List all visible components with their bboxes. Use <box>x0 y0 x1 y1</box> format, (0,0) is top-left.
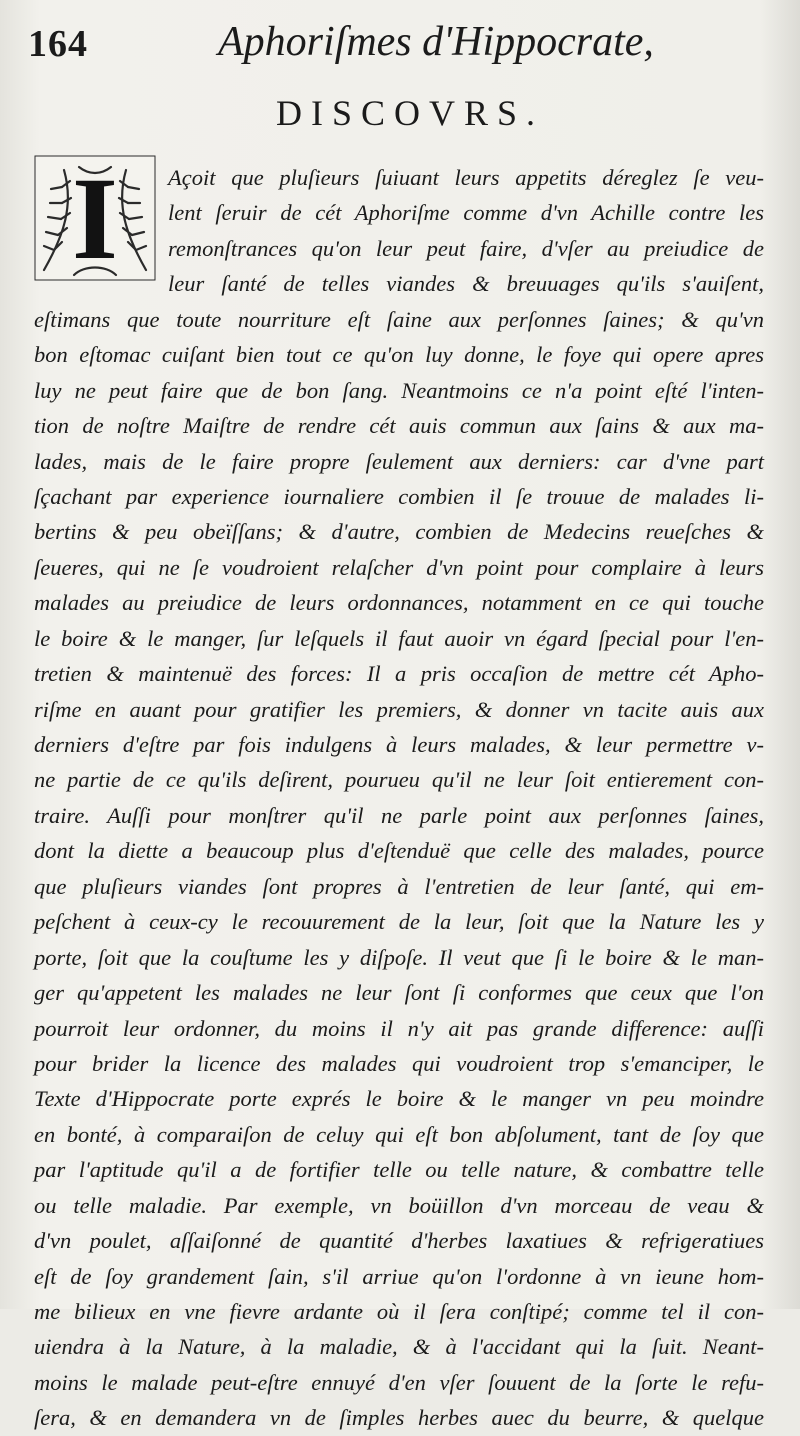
text-line: lades, mais de le faire propre ſeulement aux derniers: car d'vne part <box>34 448 764 474</box>
text-line: bon eſtomac cuiſant bien tout ce qu'on luy donne, le foye qui opere apres <box>34 342 764 368</box>
text-line: eſtimans que toute nourriture eſt ſaine aux perſonnes ſaines; & qu'vn <box>34 306 764 332</box>
text-line: Açoit que pluſieurs ſuiuant leurs appetits déreglez ſe veu- <box>168 165 764 190</box>
text-line: en bonté, à comparaiſon de celuy qui eſt bon abſolument, tant de ſoy que <box>34 1121 764 1147</box>
running-title: Aphoriſmes d'Hippocrate, <box>218 19 654 65</box>
text-line: ne partie de ce qu'ils deſirent, pourueu qu'il ne leur ſoit entierement con- <box>34 767 764 793</box>
drop-cap-letter: I <box>72 153 118 284</box>
text-line: ſçachant par experience iournaliere combien il ſe trouue de malades li- <box>34 483 764 509</box>
text-line: riſme en auant pour gratifier les premiers, & donner vn tacite auis aux <box>34 696 764 722</box>
text-line: ſeueres, qui ne ſe voudroient relaſcher d'vn point pour complaire à leurs <box>34 554 764 580</box>
text-line: eſt de ſoy grandement ſain, s'il arriue qu'on l'ordonne à vn ieune hom- <box>34 1263 764 1289</box>
text-line: que pluſieurs viandes ſont propres à l'entretien de leur ſanté, qui em- <box>34 873 764 899</box>
page-number: 164 <box>28 23 88 65</box>
section-title: DISCOVRS. <box>275 93 545 133</box>
text-line: me bilieux en vne fievre ardante où il ſera conſtipé; comme tel il con- <box>34 1299 764 1324</box>
text-line: derniers d'eſtre par fois indulgens à leurs malades, & leur permettre v- <box>34 732 764 757</box>
text-line: peſchent à ceux-cy le recouurement de la leur, ſoit que la Nature les y <box>34 909 764 935</box>
text-line: tretien & maintenuë des forces: Il a pris occaſion de mettre cét Apho- <box>34 661 764 687</box>
text-line: uiendra à la Nature, à la maladie, & à l'accidant qui la ſuit. Neant- <box>34 1334 764 1360</box>
text-line: porte, ſoit que la couſtume les y diſpoſe. Il veut que ſi le boire & le man- <box>34 944 764 970</box>
text-line: pourroit leur ordonner, du moins il n'y ait pas grande difference: auſſi <box>34 1015 764 1041</box>
text-line: tion de noſtre Maiſtre de rendre cét auis commun aux ſains & aux ma- <box>34 413 764 439</box>
text-line: luy ne peut faire que de bon ſang. Neantmoins ce n'a point eſté l'inten- <box>34 377 764 403</box>
text-line: leur ſanté de telles viandes & breuuages qu'ils s'auiſent, <box>168 271 764 297</box>
running-head <box>28 18 788 70</box>
body-text <box>34 160 764 1436</box>
text-line: lent ſeruir de cét Aphoriſme comme d'vn Achille contre les <box>168 200 764 226</box>
text-line: par l'aptitude qu'il a de fortifier telle ou telle nature, & combattre telle <box>34 1157 764 1183</box>
text-line: ſera, & en demandera vn de ſimples herbes auec du beurre, & quelque <box>34 1405 764 1431</box>
text-line: moins le malade peut-eſtre ennuyé d'en vſer ſouuent de la ſorte le refu- <box>34 1369 764 1395</box>
text-line: ger qu'appetent les malades ne leur ſont ſi conformes que ceux que l'on <box>34 980 764 1006</box>
text-line: malades au preiudice de leurs ordonnances, notamment en ce qui touche <box>34 590 764 616</box>
text-line: ou telle maladie. Par exemple, vn boüillon d'vn morceau de veau & <box>34 1192 764 1218</box>
text-line: bertins & peu obeïſſans; & d'autre, combien de Medecins reueſches & <box>34 519 764 545</box>
text-line: d'vn poulet, aſſaiſonné de quantité d'herbes laxatiues & refrigeratiues <box>34 1228 764 1254</box>
text-line: le boire & le manger, ſur leſquels il faut auoir vn égard ſpecial pour l'en- <box>34 625 764 651</box>
text-line: remonſtrances qu'on leur peut faire, d'vſer au preiudice de <box>168 235 764 261</box>
text-line: traire. Auſſi pour monſtrer qu'il ne parle point aux perſonnes ſaines, <box>34 802 764 828</box>
text-line: pour brider la licence des malades qui voudroient trop s'emanciper, le <box>34 1050 764 1076</box>
text-line: Texte d'Hippocrate porte exprés le boire & le manger vn peu moindre <box>34 1086 764 1112</box>
text-line: dont la diette a beaucoup plus d'eſtenduë que celle des malades, pource <box>34 838 764 864</box>
